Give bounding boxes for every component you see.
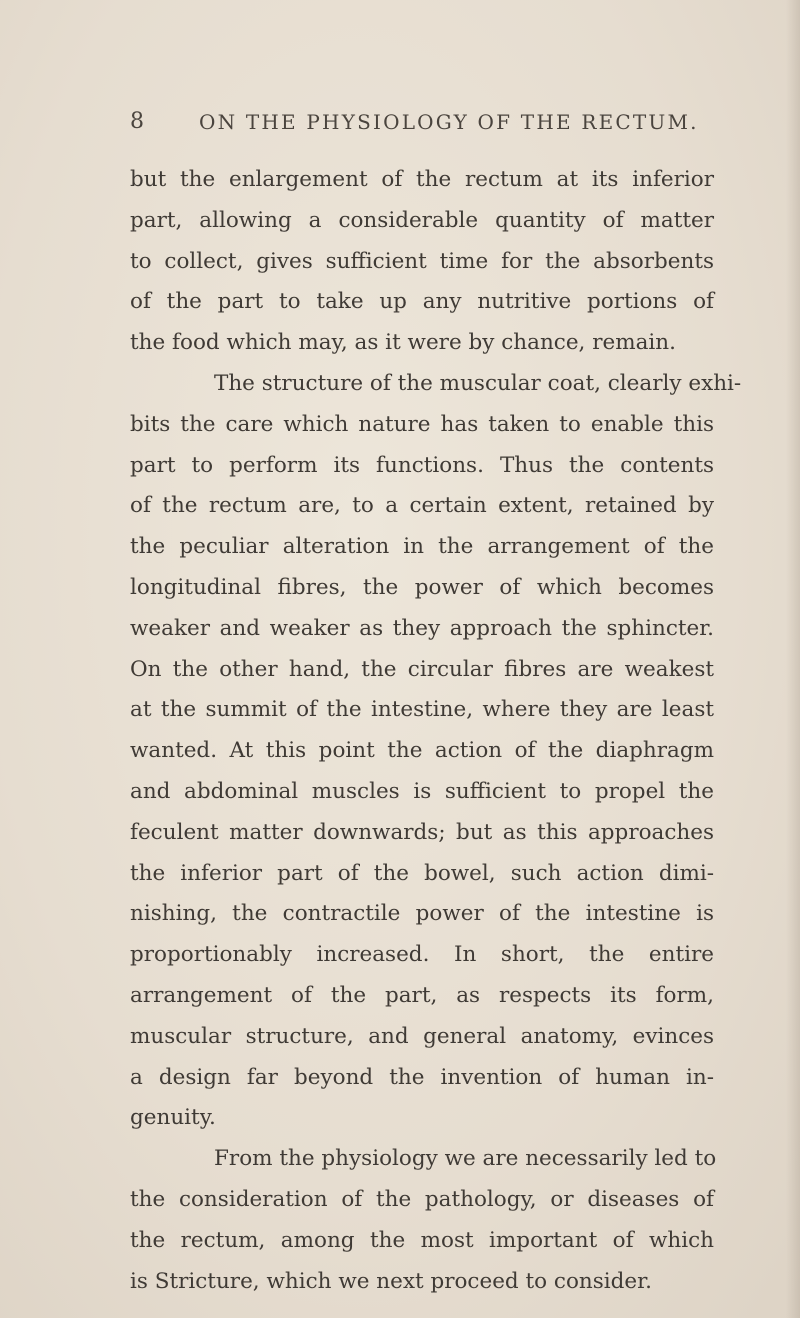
body-text (130, 160, 742, 1302)
text-line: the consideration of the pathology, or diseases of (130, 1186, 714, 1212)
text-line: weaker and weaker as they approach the sphincter. (130, 615, 714, 641)
page-number: 8 (130, 109, 144, 134)
paragraph-start-line: The structure of the muscular coat, clearly exhi- (214, 370, 742, 396)
text-line: bits the care which nature has taken to enable this (130, 411, 714, 437)
text-line: arrangement of the part, as respects its form, (130, 982, 714, 1008)
text-line: and abdominal muscles is sufficient to propel the (130, 778, 714, 804)
text-line: wanted. At this point the action of the diaphragm (130, 738, 714, 764)
page-edge-shadow (786, 0, 800, 1318)
text-line: but the enlargement of the rectum at its inferior (130, 167, 714, 192)
text-line: On the other hand, the circular fibres are weakest (130, 656, 714, 682)
text-line: longitudinal fibres, the power of which becomes (130, 574, 714, 600)
text-line: of the part to take up any nutritive portions of (130, 289, 714, 315)
text-line: at the summit of the intestine, where they are least (130, 697, 714, 723)
text-line: proportionably increased. In short, the entire (130, 942, 714, 968)
text-line: the inferior part of the bowel, such action dimi- (130, 860, 714, 886)
text-line: the rectum, among the most important of which (130, 1227, 714, 1253)
text-line: part to perform its functions. Thus the contents (130, 452, 714, 478)
text-line: the food which may, as it were by chance, remain. (130, 330, 676, 356)
text-line: the peculiar alteration in the arrangement of the (130, 534, 714, 560)
text-line: is Stricture, which we next proceed to consider. (130, 1268, 652, 1294)
text-line: part, allowing a considerable quantity of matter (130, 207, 714, 233)
text-line: genuity. (130, 1105, 216, 1131)
running-head (130, 105, 730, 139)
text-line: of the rectum are, to a certain extent, retained by (130, 493, 714, 519)
text-line: feculent matter downwards; but as this approaches (130, 819, 714, 845)
paragraph-start-line: From the physiology we are necessarily led to (214, 1146, 717, 1172)
text-line: nishing, the contractile power of the intestine is (130, 901, 714, 927)
text-line: muscular structure, and general anatomy, evinces (130, 1023, 714, 1049)
running-title: ON THE PHYSIOLOGY OF THE RECTUM. (199, 110, 699, 134)
text-line: to collect, gives sufficient time for the absorbents (130, 248, 714, 274)
text-line: a design far beyond the invention of human in- (130, 1064, 714, 1090)
